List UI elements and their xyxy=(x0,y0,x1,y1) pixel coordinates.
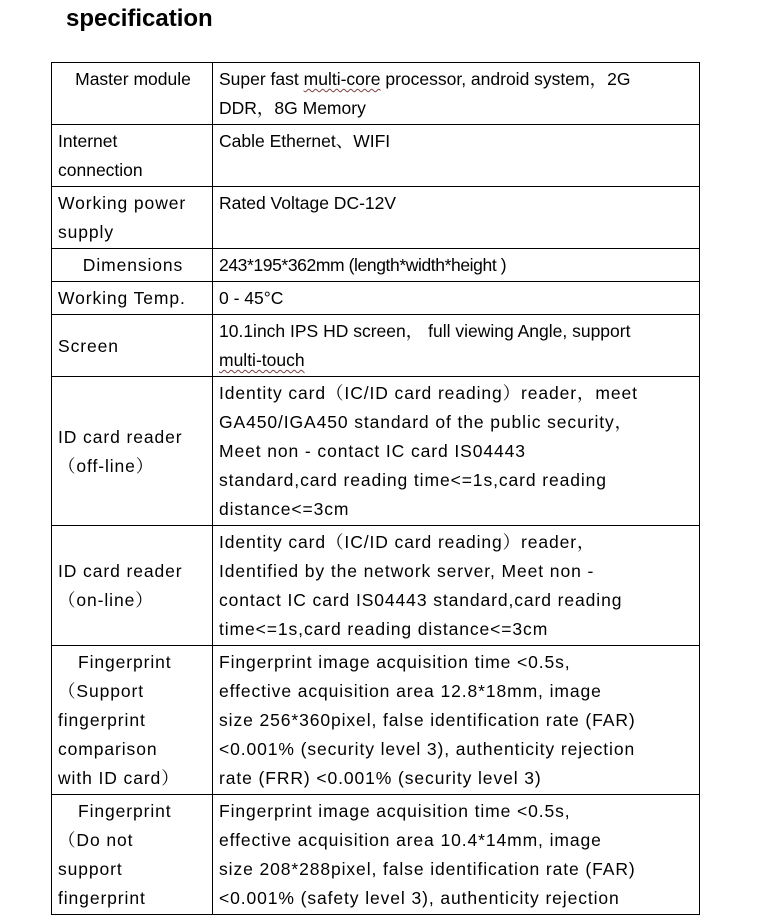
spec-label-internet-connection: Internet connection xyxy=(52,125,213,187)
spec-label-id-card-reader-online: ID card reader （on-line） xyxy=(52,526,213,646)
table-row xyxy=(52,249,700,282)
spec-value-text: Super fast xyxy=(219,69,304,89)
spec-value-text: processor, android system，2G DDR，8G Memory xyxy=(219,69,631,118)
table-row xyxy=(52,63,700,125)
spell-check-word: multi-core xyxy=(303,69,381,89)
table-row xyxy=(52,377,700,526)
page-title: specification xyxy=(66,5,213,32)
table-row xyxy=(52,646,700,795)
table-row xyxy=(52,125,700,187)
spec-label-fingerprint-detail: （Do not support fingerprint xyxy=(58,830,146,908)
spec-value-fingerprint-no-support: Fingerprint image acquisition time <0.5s, effective acquisition area 10.4*14mm, image size 208*288pixel, false identification rate (FAR) <0.001% (safety level 3), authenticity rejection xyxy=(213,795,700,915)
spec-value-fingerprint-support: Fingerprint image acquisition time <0.5s, effective acquisition area 12.8*18mm, image size 256*360pixel, false identification rate (FAR) <0.001% (security level 3), authenticity rejection rate (FRR) <0.001% (security level 3) xyxy=(213,646,700,795)
spec-label-fingerprint-no-support xyxy=(52,795,213,915)
spec-label-working-power-supply: Working power supply xyxy=(52,187,213,249)
spec-value-text: 10.1inch IPS HD screen， full viewing Angle, support xyxy=(219,321,631,341)
spec-label-dimensions: Dimensions xyxy=(52,249,213,282)
table-row xyxy=(52,795,700,915)
spec-value-id-card-reader-offline: Identity card（IC/ID card reading）reader，meet GA450/IGA450 standard of the public security， Meet non - contact IC card IS04443 standard,card reading time<=1s,card reading distance<=3cm xyxy=(213,377,700,526)
table-row xyxy=(52,282,700,315)
spec-label-fingerprint-support xyxy=(52,646,213,795)
spec-value-working-temp: 0 - 45°C xyxy=(213,282,700,315)
specification-table xyxy=(51,62,700,915)
table-row xyxy=(52,187,700,249)
table-row xyxy=(52,315,700,377)
spell-check-word: multi-touch xyxy=(219,350,305,370)
spec-label-master-module: Master module xyxy=(52,63,213,125)
spec-label-fingerprint-title: Fingerprint xyxy=(78,801,172,821)
spec-value-id-card-reader-online: Identity card（IC/ID card reading）reader， Identified by the network server, Meet non - contact IC card IS04443 standard,card reading time<=1s,card reading distance<=3cm xyxy=(213,526,700,646)
spec-value-screen xyxy=(213,315,700,377)
spec-value-dimensions: 243*195*362mm (length*width*height ) xyxy=(213,249,700,282)
spec-label-fingerprint-title: Fingerprint xyxy=(78,652,172,672)
spec-label-fingerprint-detail: （Support fingerprint comparison with ID card） xyxy=(58,681,180,788)
spec-value-master-module xyxy=(213,63,700,125)
spec-label-working-temp: Working Temp. xyxy=(52,282,213,315)
spec-label-id-card-reader-offline: ID card reader （off-line） xyxy=(52,377,213,526)
spec-value-working-power-supply: Rated Voltage DC-12V xyxy=(213,187,700,249)
table-row xyxy=(52,526,700,646)
spec-label-screen: Screen xyxy=(52,315,213,377)
spec-value-internet-connection: Cable Ethernet、WIFI xyxy=(213,125,700,187)
